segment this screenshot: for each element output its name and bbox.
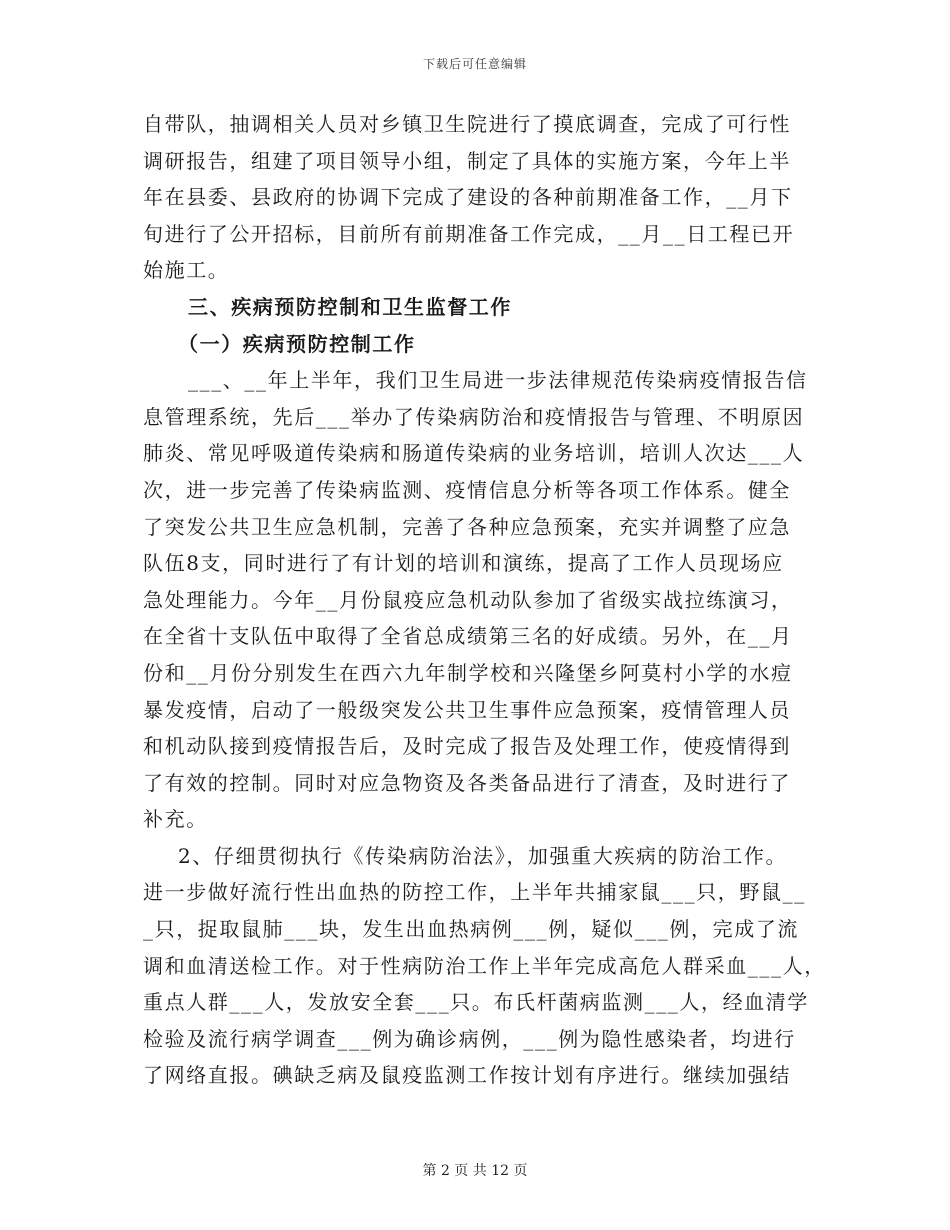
text-line: 在全省十支队伍中取得了全省总成绩第三名的好成绩。另外，在__月 bbox=[143, 624, 793, 649]
text-line: 了突发公共卫生应急机制，完善了各种应急预案，充实并调整了应急 bbox=[143, 514, 791, 539]
text-line: 了有效的控制。同时对应急物资及各类备品进行了清查，及时进行了 bbox=[143, 770, 791, 795]
text-line: 调研报告，组建了项目领导小组，制定了具体的实施方案，今年上半 bbox=[143, 148, 791, 173]
text-line: 份和__月份分别发生在西六九年制学校和兴隆堡乡阿莫村小学的水痘 bbox=[143, 660, 793, 685]
text-line: 年在县委、县政府的协调下完成了建设的各种前期准备工作，__月下 bbox=[143, 185, 793, 210]
section-heading: （一）疾病预防控制工作 bbox=[178, 331, 416, 356]
text-line: 和机动队接到疫情报告后，及时完成了报告及处理工作，使疫情得到 bbox=[143, 734, 791, 759]
text-line: _只，捉取鼠肺___块，发生出血热病例___例，疑似___例，完成了流 bbox=[143, 917, 799, 942]
section-heading: 三、疾病预防控制和卫生监督工作 bbox=[188, 294, 512, 319]
text-line: 暴发疫情，启动了一般级突发公共卫生事件应急预案，疫情管理人员 bbox=[143, 697, 791, 722]
text-line: 补充。 bbox=[143, 807, 208, 832]
text-line: 急处理能力。今年__月份鼠疫应急机动队参加了省级实战拉练演习， bbox=[143, 587, 793, 612]
document-body bbox=[143, 106, 826, 1094]
page-header: 下载后可任意编辑 bbox=[422, 57, 527, 71]
text-line: ___、__年上半年，我们卫生局进一步法律规范传染病疫情报告信 bbox=[188, 368, 808, 393]
text-line: 了网络直报。碘缺乏病及鼠疫监测工作按计划有序进行。继续加强结 bbox=[143, 1063, 791, 1088]
text-line: 自带队，抽调相关人员对乡镇卫生院进行了摸底调查，完成了可行性 bbox=[143, 112, 791, 136]
page-footer: 第 2 页 共 12 页 bbox=[422, 1163, 528, 1179]
text-line: 调和血清送检工作。对于性病防治工作上半年完成高危人群采血___人， bbox=[143, 953, 826, 978]
text-line: 检验及流行病学调查___例为确诊病例，___例为隐性感染者，均进行 bbox=[143, 1026, 796, 1051]
text-line: 队伍8支，同时进行了有计划的培训和演练，提高了工作人员现场应 bbox=[143, 551, 784, 576]
text-line: 2、仔细贯彻执行《传染病防治法》，加强重大疾病的防治工作。 bbox=[178, 843, 788, 868]
text-line: 进一步做好流行性出血热的防控工作，上半年共捕家鼠___只，野鼠__ bbox=[143, 880, 806, 905]
text-line: 始施工。 bbox=[143, 258, 230, 283]
text-line: 肺炎、常见呼吸道传染病和肠道传染病的业务培训，培训人次达___人 bbox=[143, 441, 805, 466]
text-line: 重点人群___人，发放安全套___只。布氏杆菌病监测___人，经血清学 bbox=[143, 990, 809, 1015]
text-line: 次，进一步完善了传染病监测、疫情信息分析等各项工作体系。健全 bbox=[143, 477, 791, 502]
text-line: 旬进行了公开招标，目前所有前期准备工作完成，__月__日工程已开 bbox=[143, 221, 795, 246]
text-line: 息管理系统，先后___举办了传染病防治和疫情报告与管理、不明原因 bbox=[143, 404, 805, 429]
